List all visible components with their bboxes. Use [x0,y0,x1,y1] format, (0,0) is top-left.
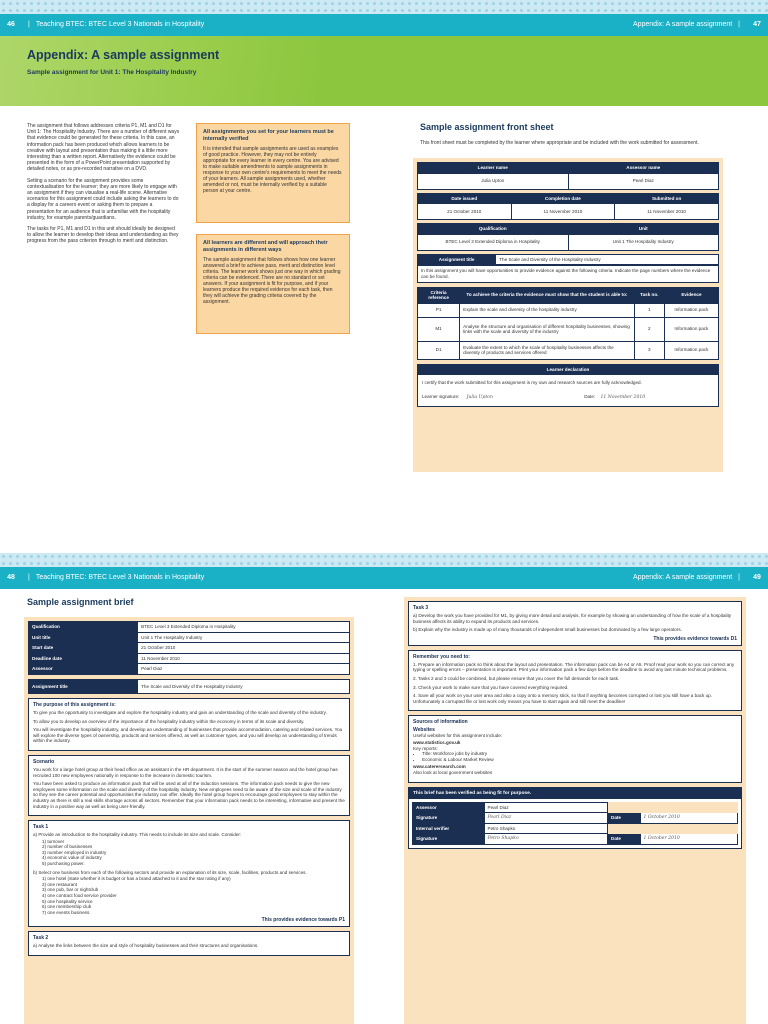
list-item: 1) one hotel (state whether it is budget or has a brand attached to it and the star rating if any) [42,876,231,882]
dot-pattern [0,553,768,567]
purpose-paragraph: To allow you to develop an overview of the importance of the hospitality industry within the economy in terms of its scale and diversity. [33,718,305,724]
assessor-name: Pearl Diaz [568,173,719,189]
unit-label: Unit [568,224,719,235]
front-sheet-qualification [417,223,719,251]
key-reports-list [422,751,737,762]
list-item: 7) one events business. [42,909,91,915]
declaration-label: Learner declaration [418,364,719,375]
table-row [413,823,738,834]
running-head-right: Appendix: A sample assignment [632,21,733,28]
date-label-cell [608,823,641,834]
submitted-on-label: Submitted on [615,193,719,204]
verification-table [412,802,738,845]
brief-title: Sample assignment brief [27,597,134,607]
table-row [29,653,350,664]
verified-heading: This brief has been verified as being fit for purpose. [409,788,741,799]
row-value: Pearl Diaz [484,813,608,824]
table-row [29,643,350,654]
row-label: Signature [413,813,485,824]
task3-box [408,601,742,646]
spread-pages-46-47 [0,0,768,478]
assignment-title-label: Assignment title [29,679,138,693]
list-item: 3. Check your work to make sure that you have covered everything required. [413,684,569,690]
assignment-title-label: Assignment title [418,254,496,265]
qualification: BTEC Level 3 Extended Diploma in Hospitality [418,234,569,250]
list-item: 1. Prepare an information pack so think about the layout and presentation. The information pack can be A4 or A5. Proof read your work so you can correct any typing or spelling errors – presentation is important. Print your information pack a few days before the deadline to avoid any last minute technical problems. [413,661,735,673]
brief-details-table [28,621,350,675]
list-item: 5) purchasing power. [42,861,85,867]
declaration-date-label: Date: [584,393,596,399]
row-label: Assessor [413,802,485,813]
date-issued: 21 October 2010 [418,204,512,220]
learner-signature-label: Learner signature: [422,393,460,399]
table-row [418,341,719,359]
dot-pattern [0,0,768,14]
criteria-task: 1 [634,303,664,317]
task2-box [28,931,350,956]
row-value: Pearl Diaz [484,802,608,813]
verification-box [408,787,742,849]
local-government-note: Also look at local government websites [413,769,493,775]
achieve-header: To achieve the criteria the evidence must show that the student is able to: [460,287,635,303]
note-verify [196,123,350,223]
list-item: 5) one hospitality service [42,898,93,904]
task1-b: b) Select one business from each of the following sectors and provide an explanation of its size, scale, facilities, products and services. [33,869,307,875]
criteria-evidence: Information pack [664,317,718,341]
evidence-header: Evidence [664,287,718,303]
criteria-ref: M1 [418,317,460,341]
date-value: 1 October 2010 [640,813,738,824]
brief-title-table [28,679,350,694]
list-item: 2) one restaurant [42,881,77,887]
table-row [418,317,719,341]
intro-paragraph: Setting a scenario for the assignment provides some contextualisation for the learner; they are more likely to engage with an assignment if they can visualise a real-life scene. Alternative scenarios for this assignment could include asking the learners to do a display for a careers event or asking them to prepare a presentation for an audience that is unfamiliar with the hospitality industry, for example parents/guardians. [27,177,179,221]
front-sheet-dates [417,193,719,221]
list-item: 6) one membership club [42,904,92,910]
date-label-cell [608,802,641,813]
assignment-brief-right [404,597,746,1024]
page-number-right: 47 [753,21,761,28]
sources-heading: Sources of information [413,719,468,726]
remember-heading: Remember you need to: [413,653,470,660]
criteria-instruction: In this assignment you will have opportunities to provide evidence against the following criteria. Indicate the page numbers where the evidence can be found. [418,266,719,282]
row-label: Qualification [29,622,138,633]
page-number-right: 49 [753,574,761,581]
assignment-brief-left [24,617,354,1024]
task1-a-list [42,839,345,867]
page-number-left: 46 [7,21,15,28]
task3-b: b) Explain why the industry is made up of many thousands of independent small businesses but dominated by a few large operators. [413,627,682,633]
front-sheet-intro: This front sheet must be completed by the learner where appropriate and be included with the work submitted for assessment. [420,140,699,146]
table-row [29,632,350,643]
list-item: 4. Save all your work on your user area and also a copy onto a memory stick, so that if anything becomes corrupted or lost you still have a back up. Unfortunately a corrupted file or lost work only means you have to start again and still meet the deadline! [413,693,713,704]
purpose-paragraph: You will investigate the hospitality industry, and develop an understanding of businesses that provide accommodation, catering and related services. You will explore the diverse types of ownership, products and services offered, as well as customer types, and you will develop an understanding of trends within the industry. [33,727,343,744]
task1-evidence: This provides evidence towards P1 [261,917,345,924]
criteria-desc: Evaluate the extent to which the scale of hospitality businesses affects the diversity of products and services offered [460,341,635,359]
date-cell [640,823,738,834]
table-row [418,303,719,317]
row-value: Petro Shapko [484,834,608,845]
date-label: Date [608,813,641,824]
submitted-on: 11 November 2010 [615,204,719,220]
spread-pages-48-49 [0,553,768,1024]
learner-signature: Julia Upton [466,394,493,400]
criteria-task: 3 [634,341,664,359]
running-head-right: Appendix: A sample assignment [632,574,733,581]
assessor-name-label: Assessor name [568,163,719,174]
instruction-table [417,265,719,282]
declaration-table [417,364,719,407]
table-row [413,834,738,845]
date-label: Date [608,834,641,845]
table-row [29,622,350,633]
sources-box [408,715,742,782]
scenario-box [28,755,350,816]
signature-line [422,394,714,401]
row-label: Assessor [29,664,138,675]
websites-heading: Websites [413,727,435,734]
running-head-left: Teaching BTEC: BTEC Level 3 Nationals in Hospitality [35,21,205,28]
row-label: Internal verifier [413,823,485,834]
row-label: Signature [413,834,485,845]
front-sheet-title: Sample assignment front sheet [420,122,554,132]
row-value: Petro Shapko [484,823,608,834]
list-item: 3) one pub, bar or nightclub [42,887,99,893]
task1-a: a) Provide an introduction to the hospitality industry. This needs to include its size and scale. Consider: [33,832,242,838]
scenario-heading: Scenario [33,758,55,765]
criteria-task: 2 [634,317,664,341]
task3-evidence: This provides evidence towards D1 [653,635,737,642]
unit: Unit 1 The Hospitality Industry [568,234,719,250]
row-value: Unit 1 The Hospitality Industry [138,632,350,643]
list-item: 2. Tasks 2 and 3 could be combined, but please ensure that you cover the full demands for each task. [413,675,620,681]
assignment-title: The Scale and Diversity of the Hospitality Industry [138,679,350,693]
criteria-evidence: Information pack [664,303,718,317]
scenario-paragraph: You work for a large hotel group at their head office as an assistant in the HR department. It is the start of the summer season and the hotel group has recruited 100 new employees nationally in response to the increase in domestic tourism. [33,766,338,778]
table-row [29,664,350,675]
task3-a: a) Develop the work you have provided for M1, by giving more detail and analysis, for example by showing an understanding of how the scale of a hospitality business affects its ability to expand its products and services. [413,613,732,624]
front-sheet-names [417,162,719,190]
list-item: • Economic & Labour Market Review [422,757,737,763]
running-head: 48 | Teaching BTEC: BTEC Level 3 Nationals in Hospitality Appendix: A sample assignment | 49 [0,567,768,589]
criteria-table [417,287,719,360]
qualification-label: Qualification [418,224,569,235]
front-sheet [413,158,723,472]
assignment-title-table [417,254,719,266]
list-item: 4) economic value of industry [42,855,102,861]
row-value: Pearl Diaz [138,664,350,675]
remember-box [408,650,742,712]
websites-intro: Useful websites for this assignment include: [413,733,503,739]
row-value: BTEC Level 3 Extended Diploma in Hospitality [138,622,350,633]
task-header: Task no. [634,287,664,303]
date-issued-label: Date issued [418,193,512,204]
criteria-ref: D1 [418,341,460,359]
table-row [413,802,738,813]
completion-date-label: Completion date [511,193,615,204]
scenario-paragraph: You have been asked to produce an information pack that will be used at all of the induction sessions. The information pack needs to give the new employees some information on the scale and diversity of the hospitality industry. New employees need to be aware of the size and scale of the industry so they see the career potential and opportunities the industry can offer. Ideally the hotel group hopes to encourage good employees to stay within the industry as there is still a real skills shortage across all sectors. Remember that your information pack needs to be interesting, informative and present the industry in a positive way as well as being user-friendly. [33,781,345,809]
table-row [413,813,738,824]
page-title: Appendix: A sample assignment [27,48,220,62]
date-value: 1 October 2010 [640,834,738,845]
learner-name: Julia Upton [418,173,569,189]
spread-gap [0,478,768,553]
purpose-paragraph: To give you the opportunity to investigate and explore the hospitality industry and gain an understanding of the scale and diversity of the industry. [33,709,327,715]
intro-paragraph: The assignment that follows addresses criteria P1, M1 and D1 for Unit 1: The Hospitality Industry. There are a number of different ways that evidence could be generated for these criteria. In this case, an information pack has been produced which allows learners to be creative with layout and presentation thus making it a little more interesting than a written report. Alternatively the evidence could be presented in the form of a PowerPoint presentation supported by detailed notes, or as pre-recorded narrative on a DVD. [27,123,180,173]
page-number-left: 48 [7,574,15,581]
task3-heading: Task 3 [413,605,429,611]
intro-text [27,123,180,250]
row-value: 11 November 2010 [138,653,350,664]
declaration-text: I certify that the work submitted for this assignment is my own and research sources are fully acknowledged. [422,380,642,386]
criteria-header: Criteria reference [418,287,460,303]
list-item: 1) turnover [42,838,65,844]
note-verify-title: All assignments you set for your learners must be internally verified [203,129,334,142]
note-learners-text: The sample assignment that follows shows how one learner answered a brief to achieve pass, merit and distinction level criteria. The learner work shows just one way in which grading criteria can be evidenced. There are no standard or set answers. If your assignment is fit for purpose, and if your learners produce the required evidence for each task, then they will achieve the grading criteria covered by the assignment. [203,257,341,306]
key-reports-label: Key reports: [413,745,438,751]
running-head: 46 | Teaching BTEC: BTEC Level 3 Nationals in Hospitality Appendix: A sample assignment | 47 [0,14,768,36]
purpose-heading: The purpose of this assignment is: [33,701,116,708]
list-item: 2) number of businesses [42,844,93,850]
intro-paragraph: The tasks for P1, M1 and D1 in this unit should ideally be designed to allow the learner to develop their ideas and understanding as they progress from the pass criterion through to merit and distinction. [27,226,179,245]
row-label: Unit title [29,632,138,643]
date-cell [640,802,738,813]
task2-heading: Task 2 [33,935,49,942]
website-link[interactable]: www.statistics.gov.uk [413,739,461,745]
row-label: Deadline date [29,653,138,664]
criteria-desc: Analyse the structure and organisation of different hospitality businesses, showing links with the scale and diversity of the industry [460,317,635,341]
list-item: 3) number employed in industry [42,849,107,855]
learner-name-label: Learner name [418,163,569,174]
completion-date: 11 November 2010 [511,204,615,220]
page-subtitle: Sample assignment for Unit 1: The Hospitality Industry [27,69,197,76]
note-learners-title: All learners are different and will approach their assignments in different ways [203,240,328,253]
row-value: 21 October 2010 [138,643,350,654]
criteria-evidence: Information pack [664,341,718,359]
note-learners [196,234,350,334]
task2-a: a) Analyse the links between the size and style of hospitality businesses and their structures and organisations. [33,943,259,949]
list-item: 4) one contract food service provider [42,893,117,899]
row-label: Start date [29,643,138,654]
running-head-left: Teaching BTEC: BTEC Level 3 Nationals in Hospitality [35,574,205,581]
criteria-ref: P1 [418,303,460,317]
assignment-title: The Scale and Diversity of the Hospitality Industry [496,254,719,265]
task1-b-list [42,876,345,915]
criteria-desc: Explain the scale and diversity of the hospitality industry [460,303,635,317]
task1-box [28,820,350,927]
declaration-cell [418,375,719,406]
purpose-box [28,698,350,751]
declaration-date: 11 November 2010 [600,394,646,400]
task1-heading: Task 1 [33,824,49,831]
website-link[interactable]: www.caterersearch.com [413,764,466,770]
list-item: • Title: Workforce jobs by industry [422,751,737,757]
note-verify-text: It is intended that sample assignments are used as examples of good practice. However, they may not be entirely appropriate for every learner in every centre. You are advised to make suitable amendments to sample assignments in response to your own centre's requirements to meet the needs of your learners. All sample assignments used, whether amended or not, must be internally verified by a suitable person at your centre. [203,146,342,195]
